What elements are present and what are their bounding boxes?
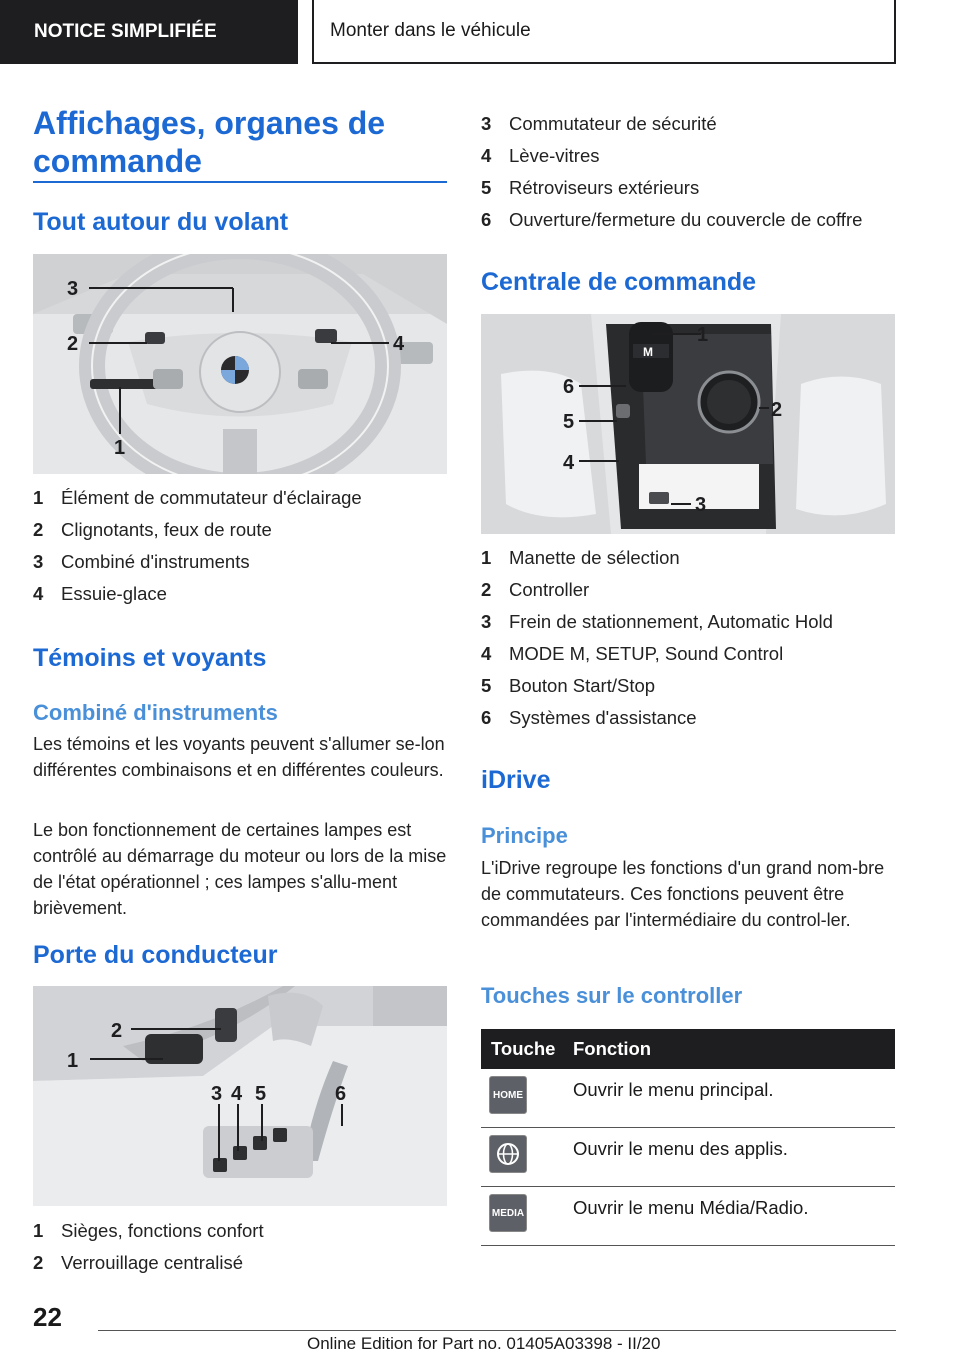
idrive-paragraph: L'iDrive regroupe les fonctions d'un grand nom-bre de commutateurs. Ces fonctions peuvent être commandées par l'intermédiaire du control-ler. xyxy=(481,858,885,930)
list-item: 2 Controller xyxy=(481,579,590,600)
callout-1: 1 xyxy=(67,1050,79,1072)
center-console-figure xyxy=(481,314,895,534)
col-header-key: Touche xyxy=(491,1038,556,1059)
table-header xyxy=(481,1029,895,1069)
console-list xyxy=(481,542,895,734)
callout-2: 2 xyxy=(67,333,79,355)
list-item: 2 Verrouillage centralisé xyxy=(33,1252,244,1273)
table-row: HOME Ouvrir le menu principal. xyxy=(481,1069,895,1128)
section-tab: NOTICE SIMPLIFIÉE xyxy=(0,0,298,64)
callout-1: 1 xyxy=(114,437,126,459)
controller-keys-table xyxy=(481,1029,895,1246)
list-item: 4 Essuie-glace xyxy=(33,583,167,604)
home-key-icon: HOME xyxy=(489,1076,527,1114)
title-rule xyxy=(33,181,447,183)
console-heading: Centrale de commande xyxy=(481,268,757,296)
callout-1: 1 xyxy=(697,324,709,346)
list-item: 5 Rétroviseurs extérieurs xyxy=(481,177,700,198)
warnings-paragraph-1: Les témoins et les voyants peuvent s'allumer se-lon différentes combinaisons et en différentes couleurs. xyxy=(33,734,445,780)
list-item: 1 Sièges, fonctions confort xyxy=(33,1220,264,1241)
footer-edition: Online Edition for Part no. 01405A03398 - II/20 xyxy=(307,1334,661,1353)
apps-globe-key-icon xyxy=(489,1135,527,1173)
callout-3: 3 xyxy=(695,494,707,516)
list-item: 3 Frein de stationnement, Automatic Hold xyxy=(481,611,833,632)
door-list-continued xyxy=(481,108,895,236)
cluster-subheading: Combiné d'instruments xyxy=(33,700,278,725)
callout-6: 6 xyxy=(563,376,575,398)
page-title: Affichages, organes de commande xyxy=(33,105,386,179)
callout-3: 3 xyxy=(211,1083,223,1105)
page-number: 22 xyxy=(33,1302,62,1332)
page-header xyxy=(0,0,960,66)
principle-subheading: Principe xyxy=(481,823,568,848)
list-item: 3 Commutateur de sécurité xyxy=(481,113,717,134)
callout-5: 5 xyxy=(255,1083,267,1105)
callout-2: 2 xyxy=(771,399,783,421)
col-header-function: Fonction xyxy=(573,1038,652,1059)
controller-keys-heading: Touches sur le controller xyxy=(481,983,743,1008)
callout-4: 4 xyxy=(231,1083,243,1105)
list-item: 3 Combiné d'instruments xyxy=(33,551,250,572)
footer-rule xyxy=(98,1330,896,1331)
driver-door-figure xyxy=(33,986,447,1206)
warnings-paragraph-2: Le bon fonctionnement de certaines lampes est contrôlé au démarrage du moteur ou lors de la mise de l'état opérationnel ; ces lampes s'allu-ment brièvement. xyxy=(33,820,447,918)
callout-6: 6 xyxy=(335,1083,347,1105)
steering-list xyxy=(33,482,447,610)
door-list xyxy=(33,1215,447,1279)
list-item: 4 Lève-vitres xyxy=(481,145,600,166)
door-heading: Porte du conducteur xyxy=(33,941,278,969)
idrive-heading: iDrive xyxy=(481,766,551,794)
media-key-icon: MEDIA xyxy=(489,1194,527,1232)
callout-5: 5 xyxy=(563,411,575,433)
chapter-title: Monter dans le véhicule xyxy=(312,0,896,64)
list-item: 1 Manette de sélection xyxy=(481,547,680,568)
list-item: 4 MODE M, SETUP, Sound Control xyxy=(481,643,784,664)
table-row: MEDIA Ouvrir le menu Média/Radio. xyxy=(481,1187,895,1246)
callout-2: 2 xyxy=(111,1020,123,1042)
list-item: 2 Clignotants, feux de route xyxy=(33,519,272,540)
list-item: 5 Bouton Start/Stop xyxy=(481,675,656,696)
list-item: 6 Ouverture/fermeture du couvercle de coffre xyxy=(481,209,863,230)
callout-4: 4 xyxy=(393,333,405,355)
callout-3: 3 xyxy=(67,278,79,300)
steering-wheel-figure xyxy=(33,254,447,474)
list-item: 6 Systèmes d'assistance xyxy=(481,707,697,728)
table-row: Ouvrir le menu des applis. xyxy=(481,1128,895,1187)
warnings-heading: Témoins et voyants xyxy=(33,644,267,672)
shifter-logo: M xyxy=(643,345,653,359)
steering-heading: Tout autour du volant xyxy=(33,208,289,236)
callout-4: 4 xyxy=(563,452,575,474)
list-item: 1 Élément de commutateur d'éclairage xyxy=(33,487,362,508)
